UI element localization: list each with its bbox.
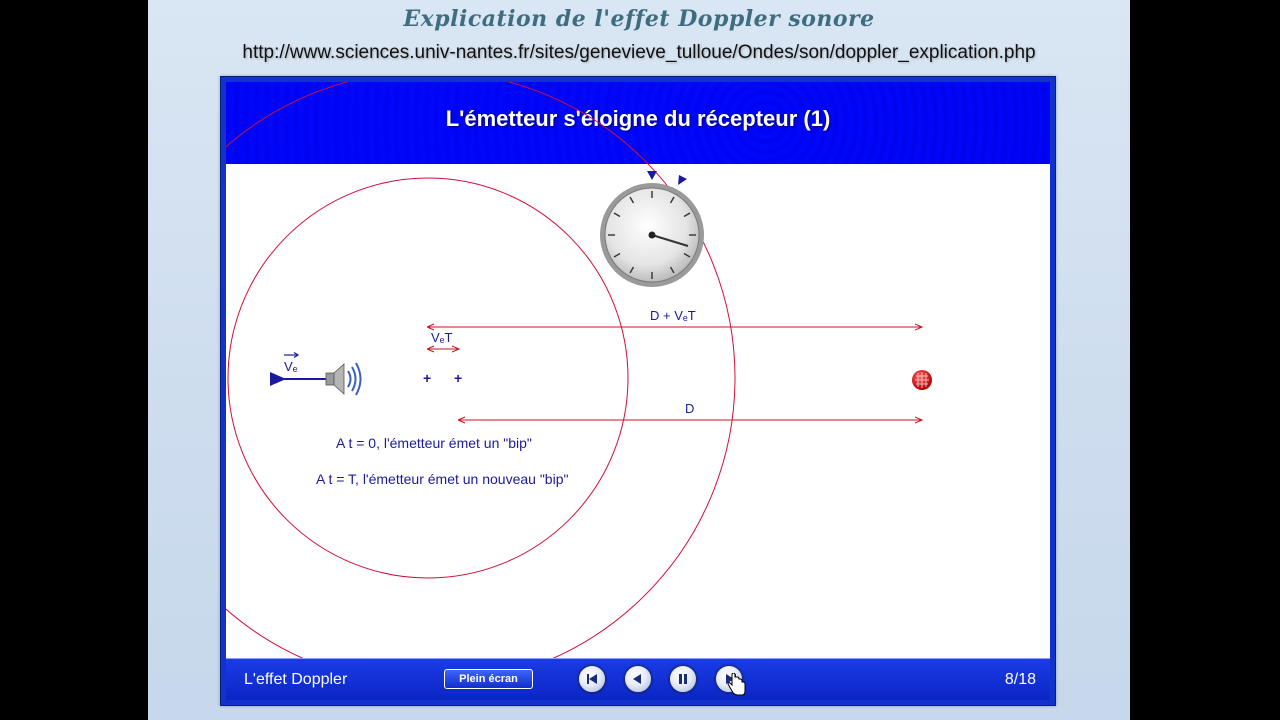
pause-button[interactable] xyxy=(669,665,697,693)
wavefront-circle-1 xyxy=(226,82,735,658)
footer-title: L'effet Doppler xyxy=(244,671,348,688)
caption-tT: A t = T, l'émetteur émet un nouveau "bip" xyxy=(316,471,569,487)
label-d: D xyxy=(685,401,695,416)
speaker-icon xyxy=(326,363,361,395)
previous-button[interactable] xyxy=(624,665,652,693)
receiver-icon xyxy=(912,370,932,390)
doppler-scene xyxy=(226,82,1050,658)
clock-icon xyxy=(600,171,704,287)
rewind-button[interactable] xyxy=(578,665,606,693)
site-title: Explication de l'effet Doppler sonore xyxy=(403,6,875,32)
slide-area xyxy=(226,82,1050,700)
site-url[interactable]: http://www.sciences.univ-nantes.fr/sites/genevieve_tulloue/Ondes/son/doppler_explication.php xyxy=(242,42,1036,63)
label-d-plus-vet: D + VₑT xyxy=(650,308,696,323)
label-vet: VₑT xyxy=(431,330,453,345)
slide-title: L'émetteur s'éloigne du récepteur (1) xyxy=(445,106,831,131)
presentation-frame xyxy=(220,76,1056,706)
page xyxy=(148,0,1130,720)
plus-marker-1: + xyxy=(423,370,432,386)
caption-t0: A t = 0, l'émetteur émet un "bip" xyxy=(336,435,532,451)
previous-icon xyxy=(625,666,651,692)
rewind-icon xyxy=(579,666,605,692)
label-velocity: Vₑ xyxy=(284,359,298,374)
slide-footer xyxy=(226,658,1050,700)
page-counter: 8/18 xyxy=(1004,671,1036,688)
plus-marker-2: + xyxy=(454,370,463,386)
fullscreen-button[interactable]: Plein écran xyxy=(444,669,533,689)
hand-cursor-icon xyxy=(726,673,748,697)
pause-icon xyxy=(670,666,696,692)
